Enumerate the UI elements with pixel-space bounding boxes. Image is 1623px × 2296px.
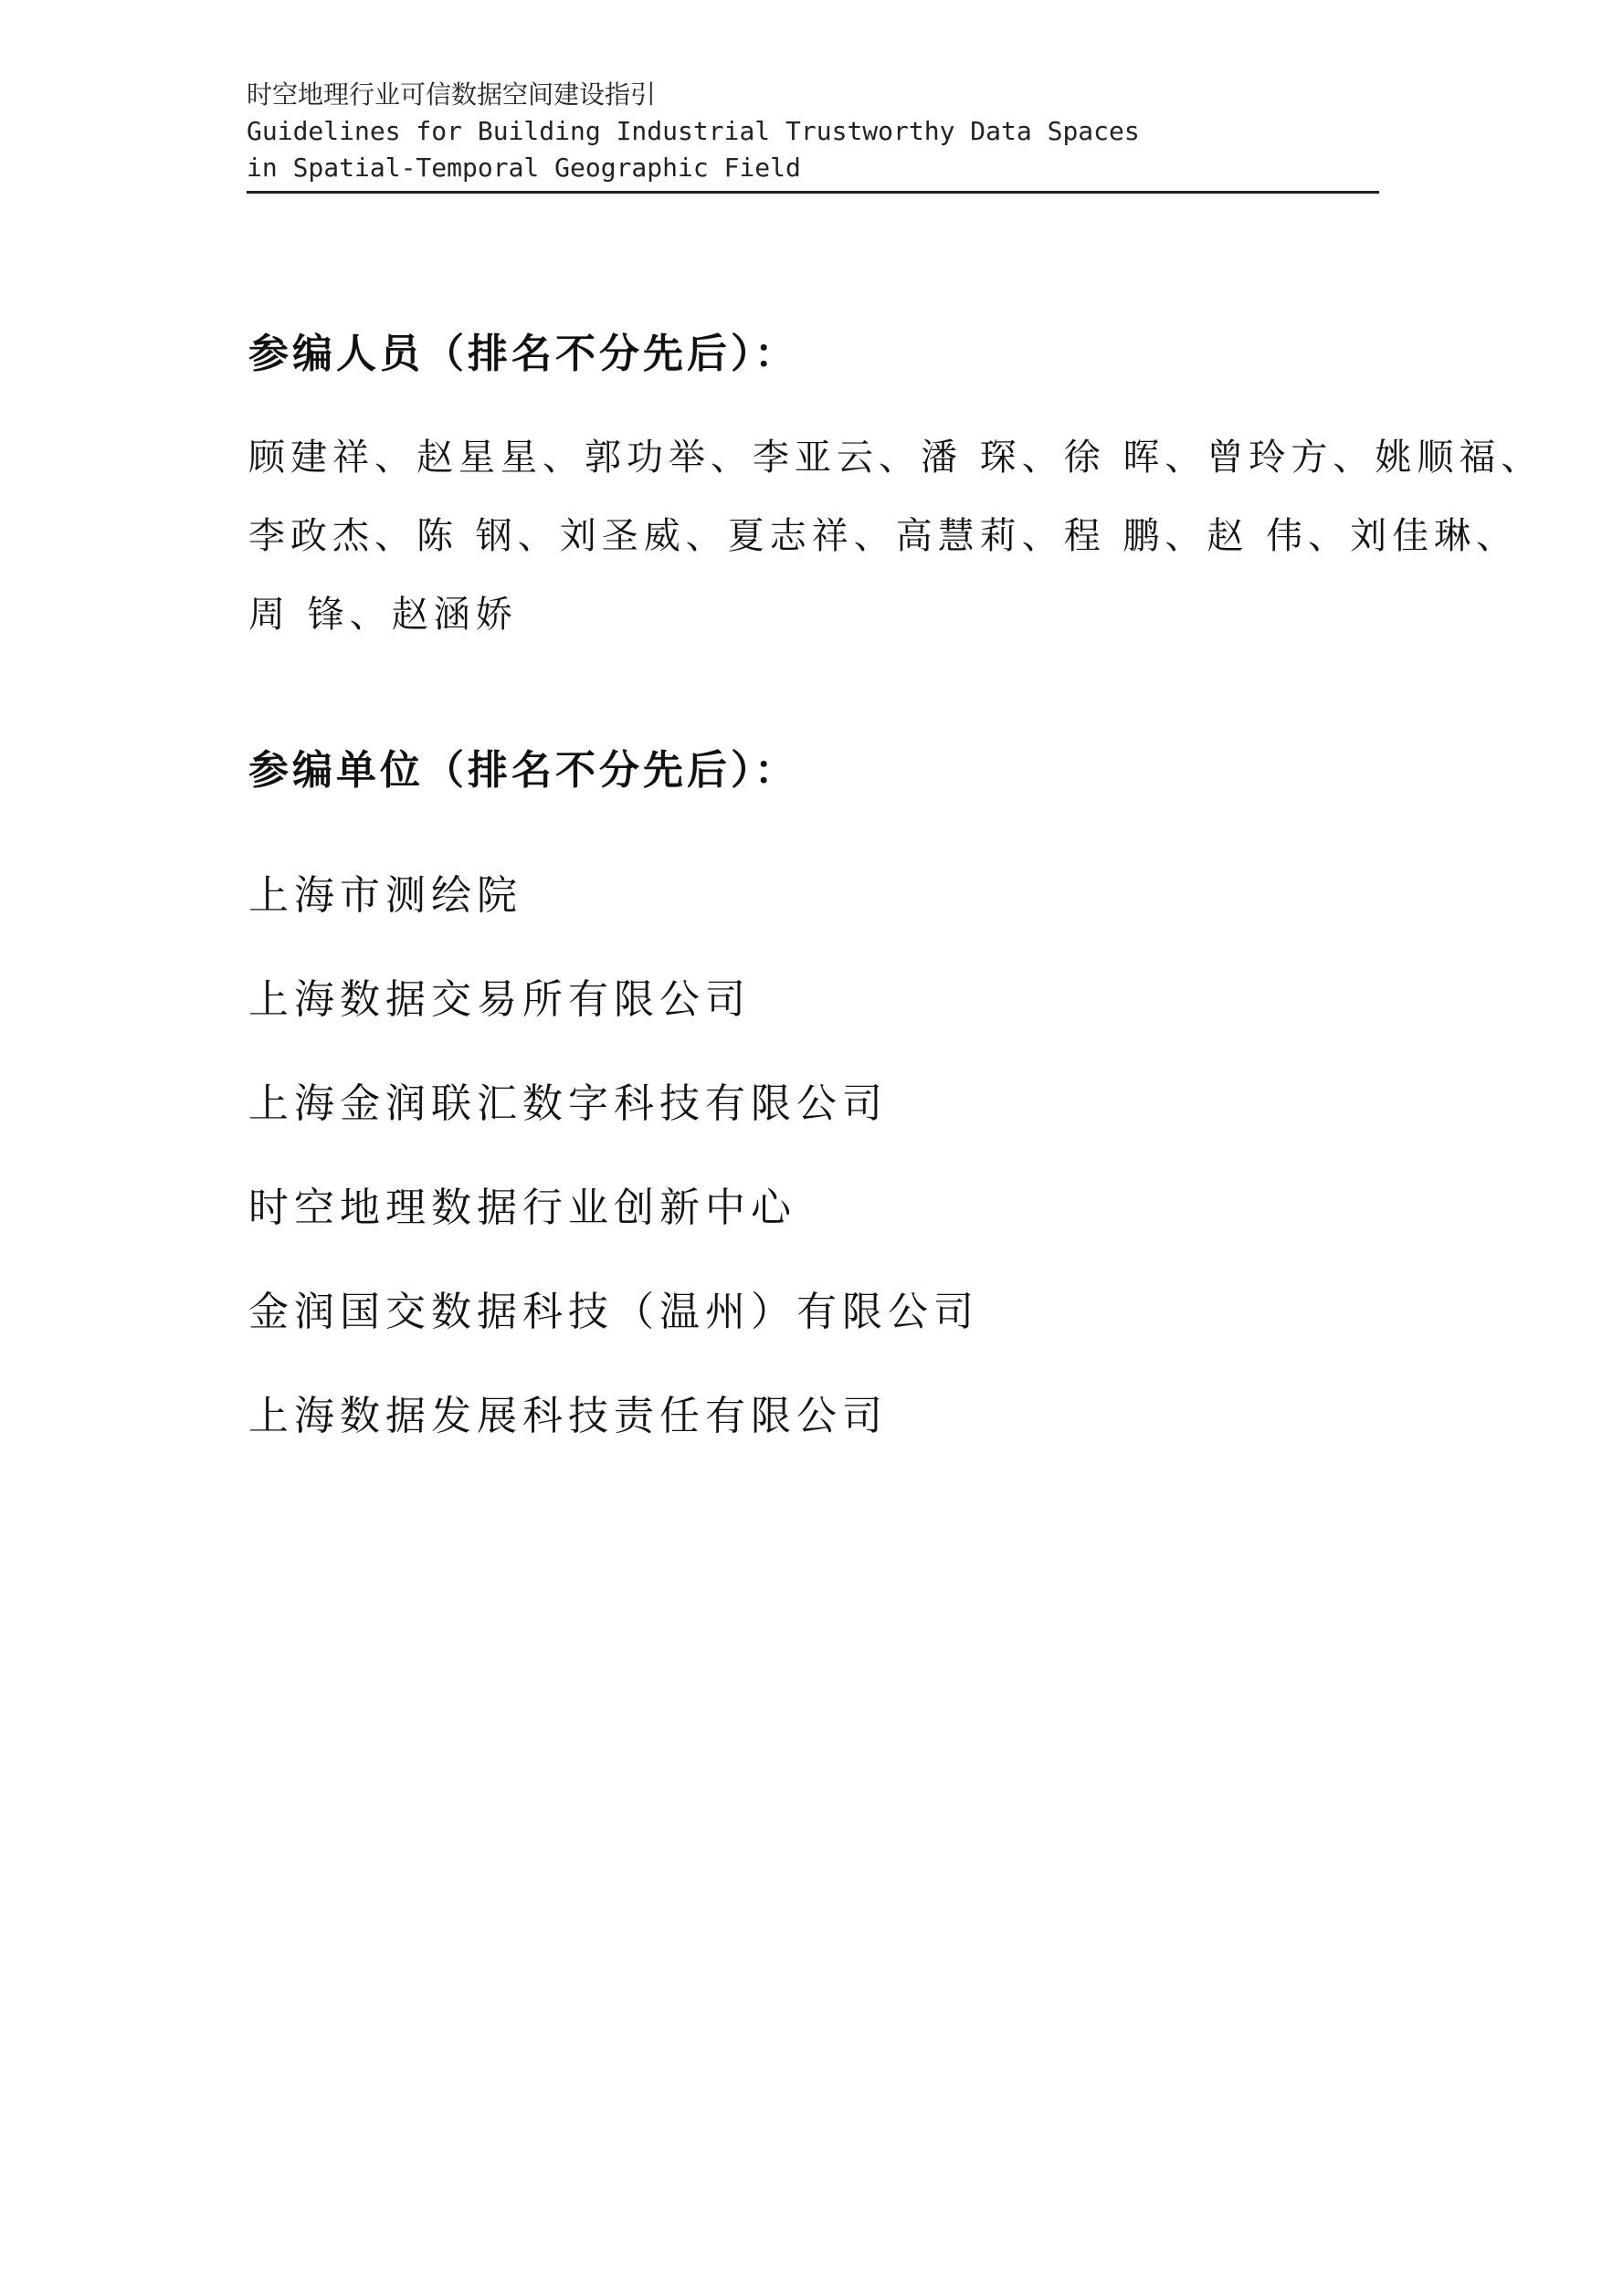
unit-item: 上海数据发展科技责任有限公司 xyxy=(248,1393,888,1439)
header-title-en-line-2: in Spatial-Temporal Geographic Field xyxy=(247,153,801,183)
unit-item: 上海数据交易所有限公司 xyxy=(248,976,751,1023)
unit-item: 金润国交数据科技（温州）有限公司 xyxy=(248,1289,979,1335)
units-list xyxy=(248,844,1399,1469)
unit-item: 时空地理数据行业创新中心 xyxy=(248,1185,796,1231)
unit-item: 上海金润联汇数字科技有限公司 xyxy=(248,1080,888,1127)
page-header xyxy=(247,77,1379,194)
personnel-line: 周 锋、赵涵娇 xyxy=(248,594,518,636)
personnel-heading: 参编人员（排名不分先后）： xyxy=(248,331,798,377)
units-heading: 参编单位（排名不分先后）： xyxy=(248,747,798,794)
unit-item: 上海市测绘院 xyxy=(248,872,522,919)
header-title-cn: 时空地理行业可信数据空间建设指引 xyxy=(247,79,657,110)
personnel-list xyxy=(248,418,1544,654)
personnel-line: 顾建祥、赵星星、郭功举、李亚云、潘 琛、徐 晖、曾玲方、姚顺福、 xyxy=(248,437,1544,479)
personnel-line: 李政杰、陈 钢、刘圣威、夏志祥、高慧莉、程 鹏、赵 伟、刘佳琳、 xyxy=(248,515,1519,557)
header-title-en-line-1: Guidelines for Building Industrial Trustworthy Data Spaces xyxy=(247,116,1140,146)
